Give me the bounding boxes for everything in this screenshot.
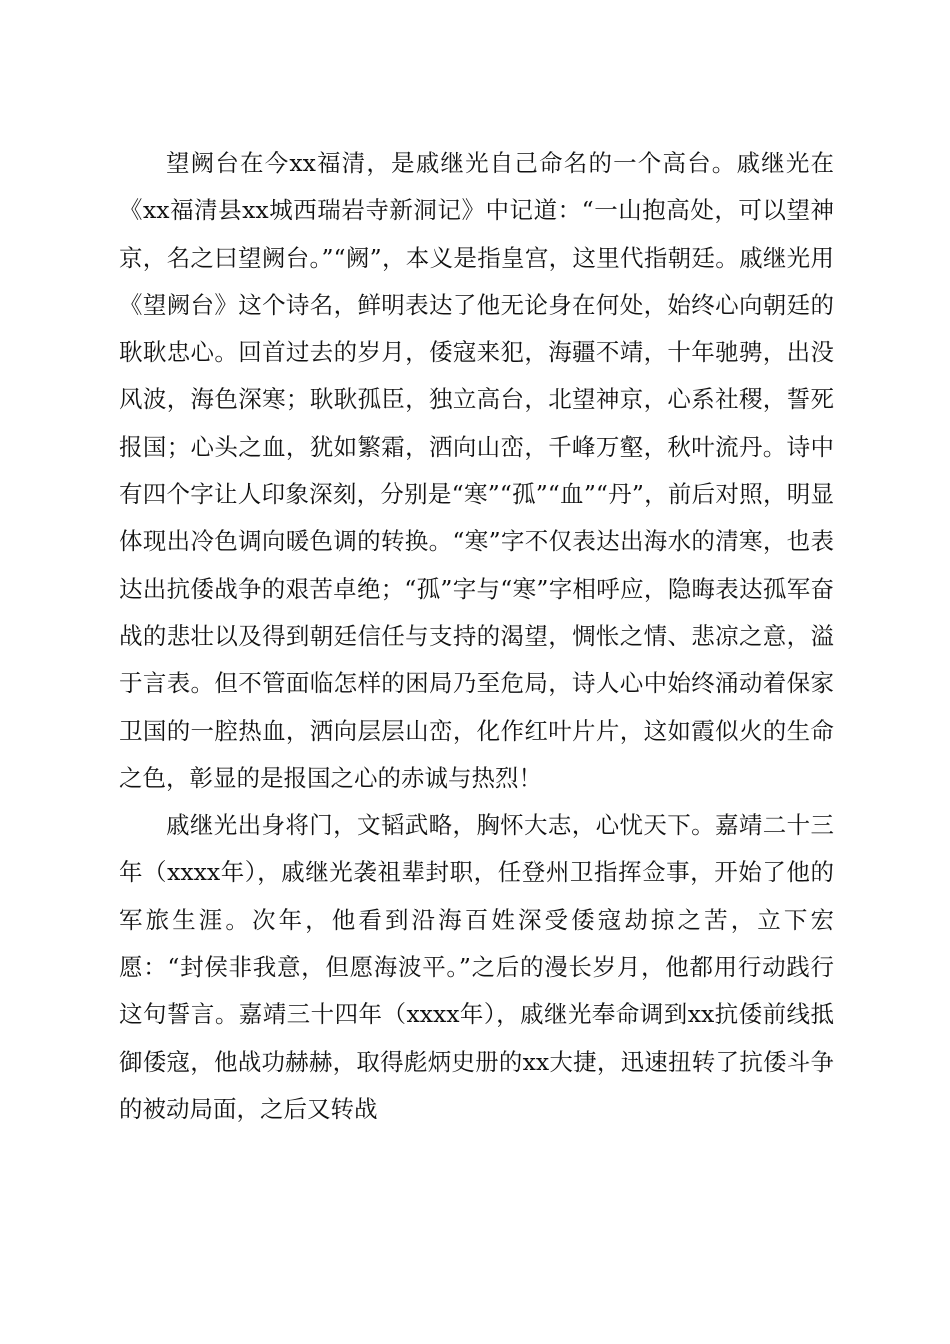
paragraph-wangquetai: 望阙台在今xx福清，是戚继光自己命名的一个高台。戚继光在《xx福清县xx城西瑞岩寺新洞记》中记道：“一山抱高处，可以望神京，名之曰望阙台。”“阙”，本义是指皇宫，这里代指朝廷。戚继光用《望阙台》这个诗名，鲜明表达了他无论身在何处，始终心向朝廷的耿耿忠心。回首过去的岁月，倭寇来犯，海疆不靖，十年驰骋，出没风波，海色深寒；耿耿孤臣，独立高台，北望神京，心系社稷，誓死报国；心头之血，犹如繁霜，洒向山峦，千峰万壑，秋叶流丹。诗中有四个字让人印象深刻，分别是“寒”“孤”“血”“丹”，前后对照，明显体现出冷色调向暖色调的转换。“寒”字不仅表达出海水的清寒，也表达出抗倭战争的艰苦卓绝；“孤”字与“寒”字相呼应，隐晦表达孤军奋战的悲壮以及得到朝廷信任与支持的渴望，惆怅之情、悲凉之意，溢于言表。但不管面临怎样的困局乃至危局，诗人心中始终涌动着保家卫国的一腔热血，洒向层层山峦，化作红叶片片，这如霞似火的生命之色，彰显的是报国之心的赤诚与热烈！	[119, 149, 834, 792]
document-body	[119, 140, 834, 1133]
paragraph-qijiguang-career: 戚继光出身将门，文韬武略，胸怀大志，心忧天下。嘉靖二十三年（xxxx年），戚继光袭祖辈封职，任登州卫指挥佥事，开始了他的军旅生涯。次年，他看到沿海百姓深受倭寇劫掠之苦，立下宏愿：“封侯非我意，但愿海波平。”之后的漫长岁月，他都用行动践行这句誓言。嘉靖三十四年（xxxx年），戚继光奉命调到xx抗倭前线抵御倭寇，他战功赫赫，取得彪炳史册的xx大捷，迅速扭转了抗倭斗争的被动局面，之后又转战	[119, 811, 834, 1123]
